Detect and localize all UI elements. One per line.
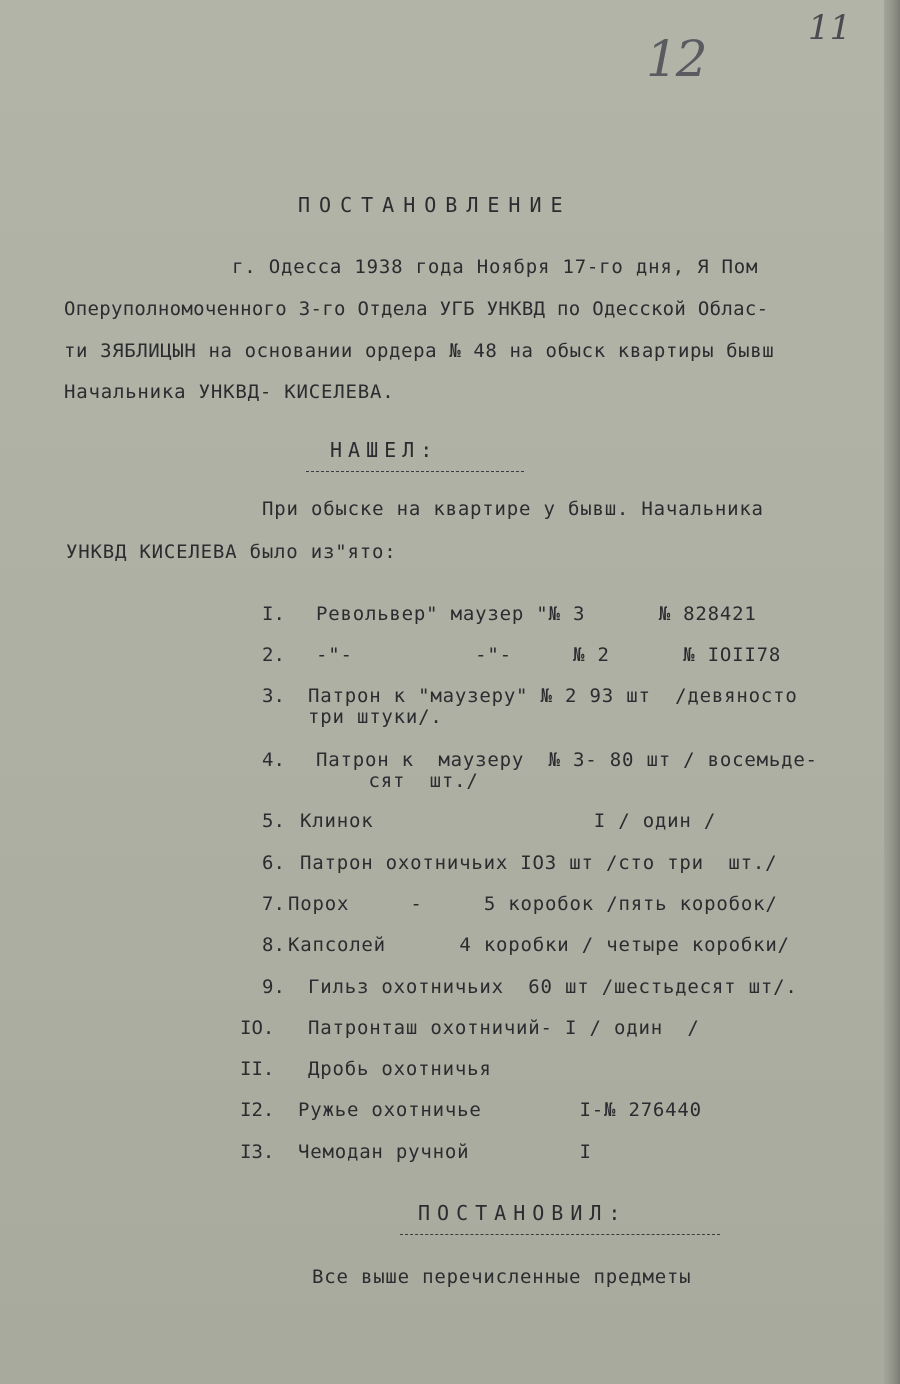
- item-text: Патрон к "маузеру" № 2 93 шт /девяносто: [308, 685, 798, 707]
- intro-line-3: ти ЗЯБЛИЦЫН на основании ордера № 48 на обыск квартиры бывш: [64, 340, 775, 362]
- page-edge-shadow: [884, 0, 900, 1384]
- item-text: Патронташ охотничий- I / один /: [308, 1017, 700, 1039]
- item-number: 7.: [262, 893, 285, 915]
- decision-line: Все выше перечисленные предметы: [312, 1266, 692, 1288]
- found-line-2: УНКВД КИСЕЛЕВА было из"ято:: [66, 541, 397, 563]
- item-text: Револьвер" маузер "№ 3 № 828421: [316, 603, 757, 625]
- decision-title-underline: [400, 1234, 720, 1235]
- item-text: -"- -"- № 2 № IOII78: [316, 644, 782, 666]
- item-number: 4.: [262, 749, 285, 771]
- item-number: I3.: [240, 1141, 275, 1163]
- item-number: 3.: [262, 685, 285, 707]
- item-number: I.: [262, 603, 285, 625]
- found-title: НАШЕЛ:: [330, 438, 439, 462]
- intro-line-1: г. Одесса 1938 года Ноября 17-го дня, Я Пом: [232, 256, 759, 278]
- item-text: Патрон охотничьих IO3 шт /сто три шт./: [300, 852, 778, 874]
- item-text: Капсолей 4 коробки / четыре коробки/: [288, 934, 790, 956]
- item-text: Ружье охотничье I-№ 276440: [298, 1099, 702, 1121]
- intro-line-2: Оперуполномоченного 3-го Отдела УГБ УНКВД по Одесской Облас-: [64, 298, 769, 320]
- item-text: Патрон к маузеру № 3- 80 шт / восемьде-: [316, 749, 818, 771]
- item-number: 9.: [262, 976, 285, 998]
- item-number: II.: [240, 1058, 275, 1080]
- item-number: 5.: [262, 810, 285, 832]
- item-text: Гильз охотничьих 60 шт /шестьдесят шт/.: [308, 976, 798, 998]
- item-text-continued: три штуки/.: [308, 706, 443, 728]
- corner-mark-handwritten: 11: [808, 8, 852, 48]
- item-text: Чемодан ручной I: [298, 1141, 592, 1163]
- page-number-handwritten: 12: [646, 30, 706, 88]
- item-text: Дробь охотничья: [308, 1058, 492, 1080]
- item-text: Клинок I / один /: [300, 810, 717, 832]
- item-number: 8.: [262, 934, 285, 956]
- item-number: IO.: [240, 1017, 275, 1039]
- item-number: 2.: [262, 644, 285, 666]
- found-line-1: При обыске на квартире у бывш. Начальника: [262, 498, 764, 520]
- item-text-continued: сят шт./: [344, 770, 479, 792]
- decision-title: ПОСТАНОВИЛ:: [418, 1201, 628, 1225]
- item-number: I2.: [240, 1099, 275, 1121]
- document-title: ПОСТАНОВЛЕНИЕ: [298, 193, 572, 217]
- item-number: 6.: [262, 852, 285, 874]
- found-title-underline: [306, 471, 524, 472]
- intro-line-4: Начальника УНКВД- КИСЕЛЕВА.: [64, 381, 395, 403]
- item-text: Порох - 5 коробок /пять коробок/: [288, 893, 778, 915]
